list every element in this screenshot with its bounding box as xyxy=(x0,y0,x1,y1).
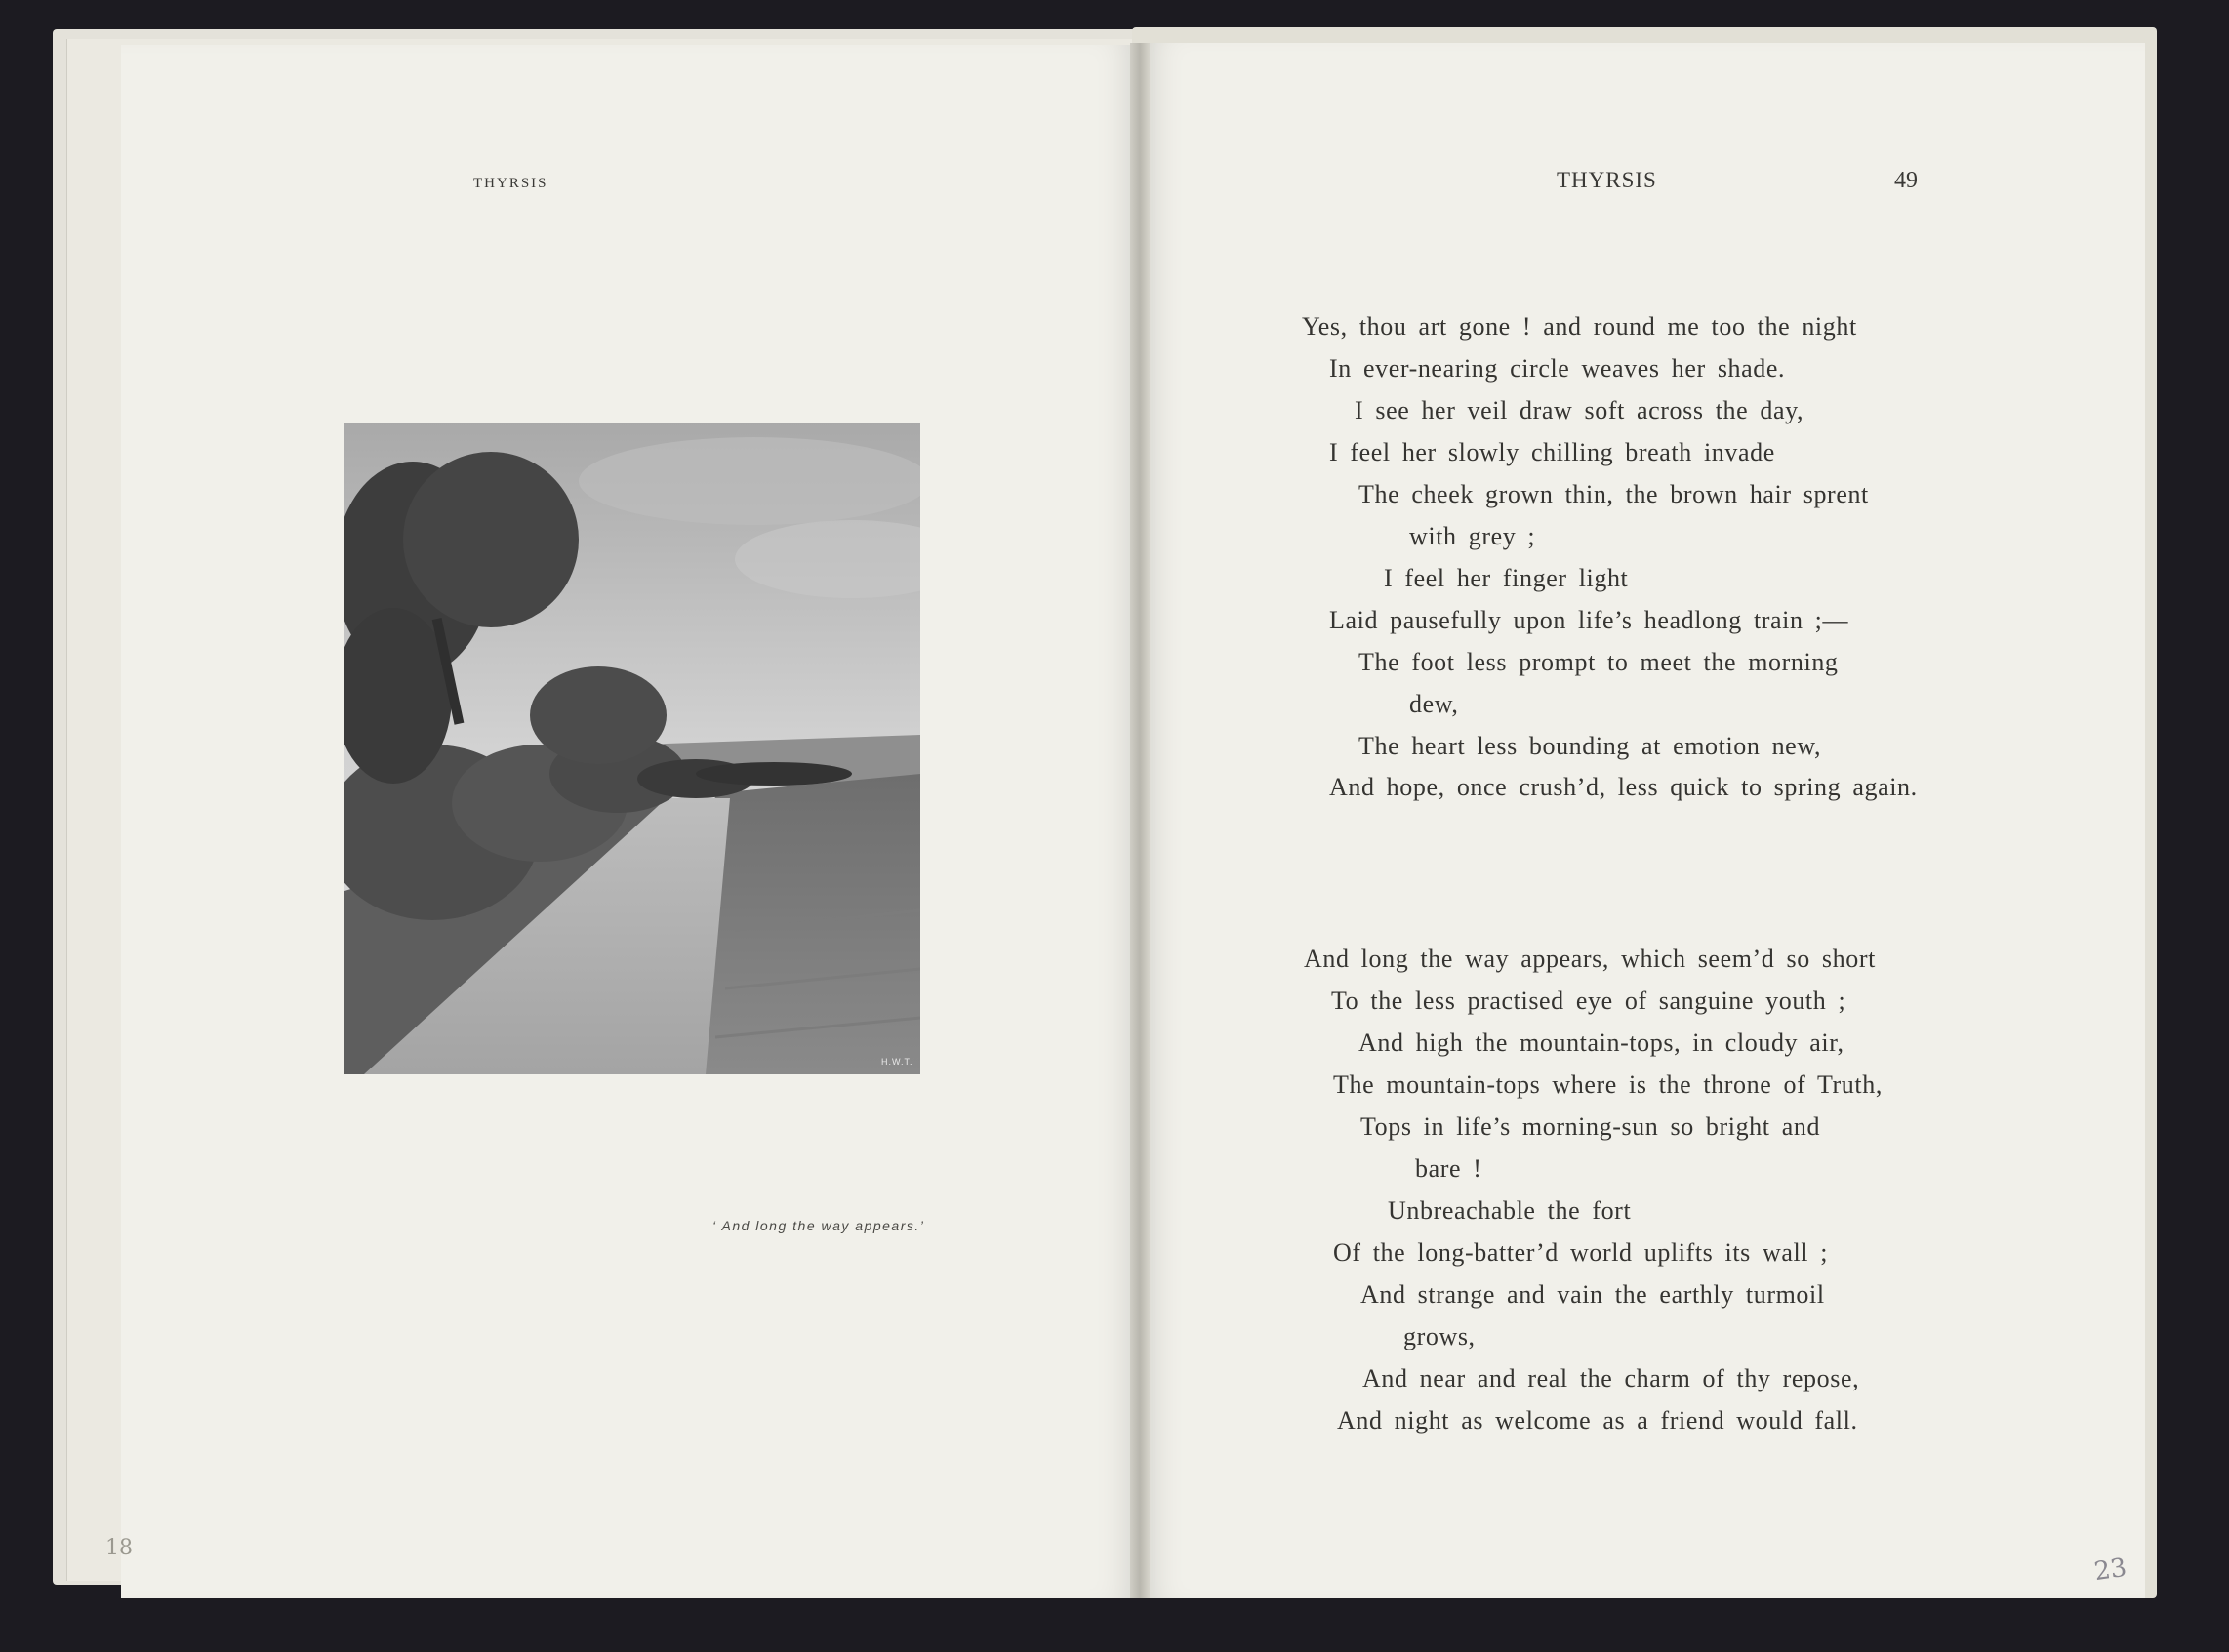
poem-line: I see her veil draw soft across the day, xyxy=(1355,396,1804,424)
poem-line: And high the mountain-tops, in cloudy air, xyxy=(1358,1028,1844,1057)
book-gutter xyxy=(1130,43,1150,1598)
poem-line: Laid pausefully upon life’s headlong train ;— xyxy=(1329,606,1849,634)
poem-line: And near and real the charm of thy repose, xyxy=(1362,1364,1860,1392)
poem-line: And hope, once crush’d, less quick to spring again. xyxy=(1329,773,1918,801)
poem-line: I feel her slowly chilling breath invade xyxy=(1329,438,1775,466)
poem-line: In ever-nearing circle weaves her shade. xyxy=(1329,354,1786,383)
poem-line: And night as welcome as a friend would fall. xyxy=(1337,1406,1858,1434)
poem-line: Of the long-batter’d world uplifts its wall ; xyxy=(1333,1238,1829,1267)
poem-line: with grey ; xyxy=(1409,522,1536,550)
left-running-head: THYRSIS xyxy=(473,176,548,191)
poem-line: I feel her finger light xyxy=(1384,564,1629,592)
poem-line: grows, xyxy=(1403,1322,1476,1350)
pencil-margin-mark: 18 xyxy=(105,1536,133,1560)
poem-line: The mountain-tops where is the throne of Truth, xyxy=(1333,1070,1883,1099)
poem-line: bare ! xyxy=(1415,1154,1482,1183)
right-running-head: THYRSIS xyxy=(1557,168,1657,192)
pencil-folio-mark: 23 xyxy=(2092,1552,2129,1588)
poem-line: Tops in life’s morning-sun so bright and xyxy=(1360,1112,1821,1141)
poem-line: The heart less bounding at emotion new, xyxy=(1358,732,1822,760)
poem-line: And strange and vain the earthly turmoil xyxy=(1360,1280,1825,1309)
landscape-photograph xyxy=(344,423,920,1074)
country-lane-image xyxy=(344,423,920,1074)
poem-line: To the less practised eye of sanguine youth ; xyxy=(1331,987,1846,1015)
poem-line: dew, xyxy=(1409,690,1459,718)
photo-caption: ‘ And long the way appears.’ xyxy=(712,1218,925,1233)
page-number: 49 xyxy=(1894,168,1918,193)
poem-line: The foot less prompt to meet the morning xyxy=(1358,648,1839,676)
poem-line: The cheek grown thin, the brown hair sprent xyxy=(1358,480,1869,508)
poem-line: Yes, thou art gone ! and round me too the night xyxy=(1302,312,1857,341)
poem-line: Unbreachable the fort xyxy=(1388,1196,1632,1225)
poem-line: And long the way appears, which seem’d so short xyxy=(1304,945,1876,973)
photo-credit: H.W.T. xyxy=(881,1057,913,1067)
